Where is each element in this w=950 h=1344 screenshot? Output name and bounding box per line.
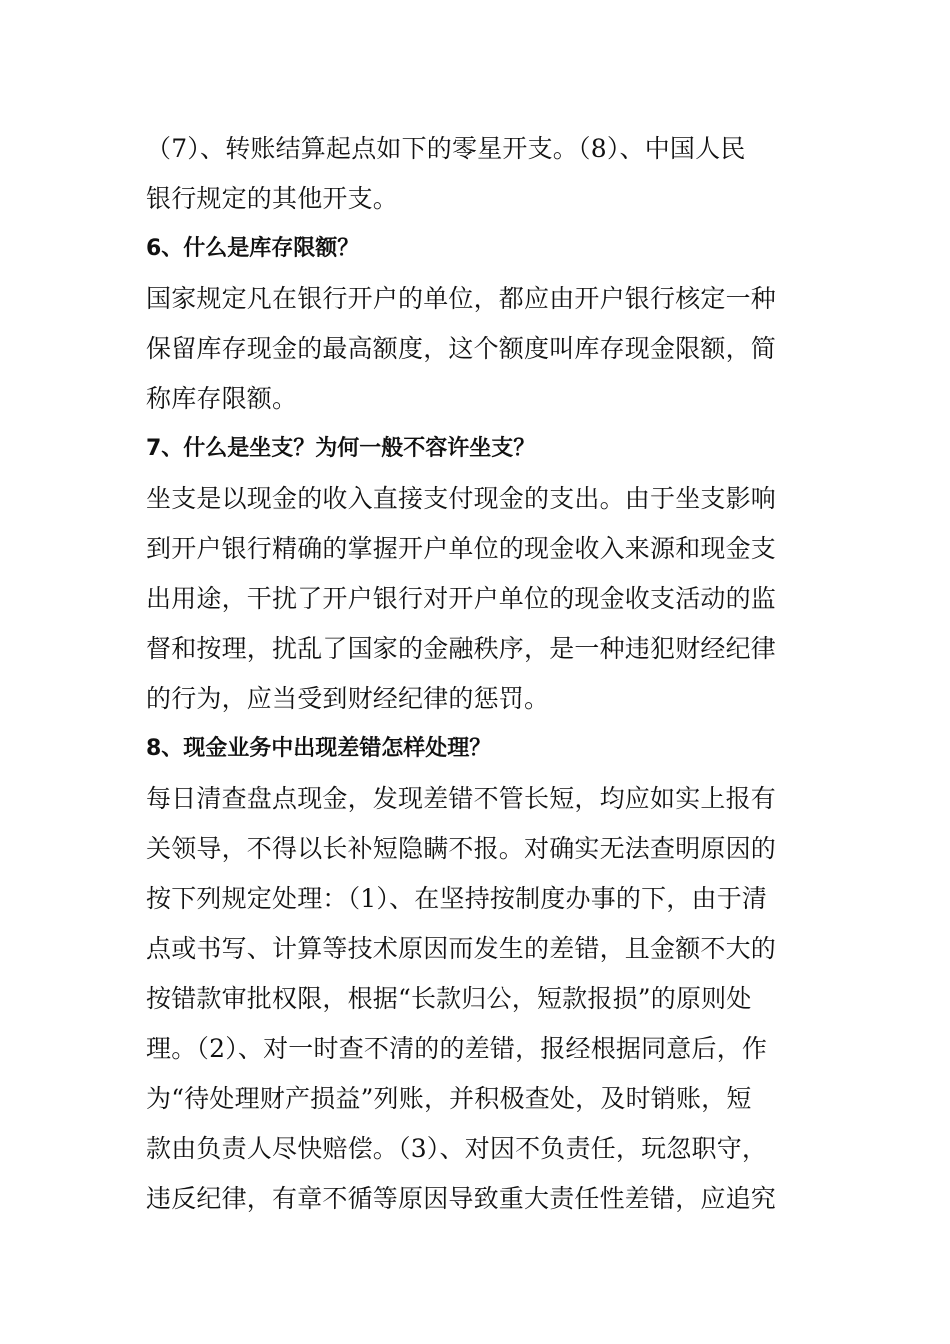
- text-line: 为“待处理财产损益”列账，并积极查处，及时销账，短: [146, 1084, 752, 1113]
- text-line: 点或书写、计算等技术原因而发生的差错，且金额不大的: [146, 934, 777, 963]
- text-line: 款由负责人尽快赔偿。（3）、对因不负责任，玩忽职守，: [146, 1134, 768, 1163]
- text-line: 坐支是以现金的收入直接支付现金的支出。由于坐支影响: [146, 484, 777, 513]
- text-line: 出用途，干扰了开户银行对开户单位的现金收支活动的监: [146, 584, 777, 613]
- text-line: 称库存限额。: [146, 384, 298, 413]
- answer-paragraph-7: [146, 474, 806, 724]
- text-line: 国家规定凡在银行开户的单位，都应由开户银行核定一种: [146, 284, 777, 313]
- text-line: 关领导，不得以长补短隐瞒不报。对确实无法查明原因的: [146, 834, 777, 863]
- question-heading-8: 8、现金业务中出现差错怎样处理？: [146, 736, 492, 761]
- text-line: 按错款审批权限，根据“长款归公，短款报损”的原则处: [146, 984, 752, 1013]
- text-line: 理。（2）、对一时查不清的的差错，报经根据同意后，作: [146, 1034, 768, 1063]
- text-line: 按下列规定处理：（1）、在坚持按制度办事的下，由于清: [146, 884, 768, 913]
- text-line: 每日清查盘点现金，发现差错不管长短，均应如实上报有: [146, 784, 777, 813]
- text-line: 到开户银行精确的掌握开户单位的现金收入来源和现金支: [146, 534, 777, 563]
- text-line: 保留库存现金的最高额度，这个额度叫库存现金限额，简: [146, 334, 777, 363]
- answer-paragraph-8: [146, 774, 806, 1224]
- text-line: 银行规定的其他开支。: [146, 184, 399, 213]
- document-body: [146, 124, 806, 1224]
- text-line: 的行为，应当受到财经纪律的惩罚。: [146, 684, 550, 713]
- question-heading-6: 6、什么是库存限额？: [146, 236, 360, 261]
- text-line: 违反纪律，有章不循等原因导致重大责任性差错，应追究: [146, 1184, 777, 1213]
- question-heading-7: 7、什么是坐支？为何一般不容许坐支？: [146, 436, 536, 461]
- text-line: 督和按理，扰乱了国家的金融秩序，是一种违犯财经纪律: [146, 634, 777, 663]
- answer-paragraph-6: [146, 274, 806, 424]
- paragraph-continuation: [146, 124, 806, 224]
- text-line: （7）、转账结算起点如下的零星开支。（8）、中国人民: [146, 134, 746, 163]
